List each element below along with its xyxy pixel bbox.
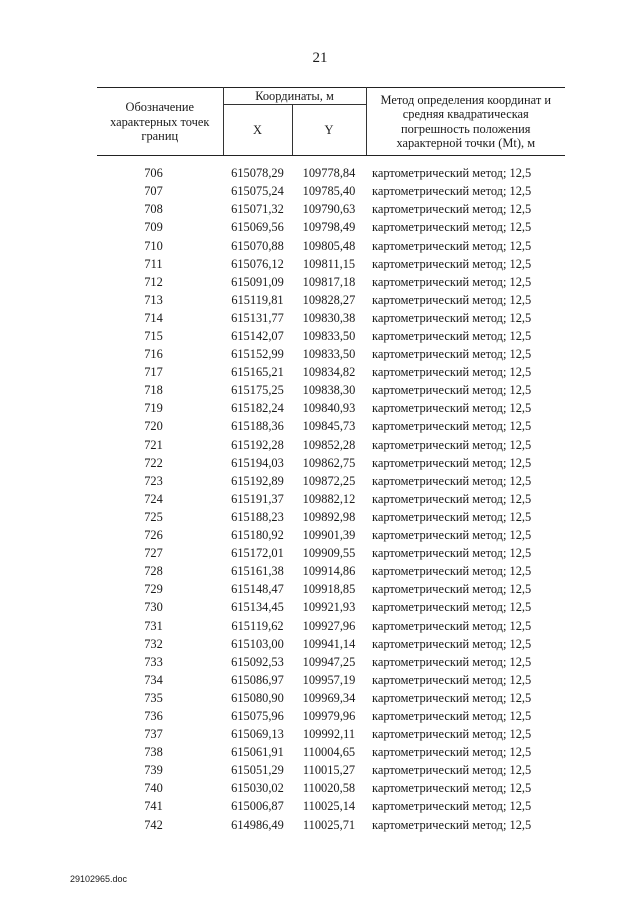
table-row <box>97 309 565 327</box>
point-name-cell: 717 <box>144 365 163 380</box>
point-name-cell: 706 <box>144 166 163 181</box>
table-row <box>97 454 565 472</box>
table-row <box>97 779 565 797</box>
table-row <box>97 200 565 218</box>
x-coordinate-cell: 615142,07 <box>231 329 284 344</box>
table-row <box>97 635 565 653</box>
method-cell: картометрический метод; 12,5 <box>372 383 532 398</box>
point-name-cell: 716 <box>144 347 163 362</box>
y-coordinate-cell: 109840,93 <box>302 401 356 416</box>
point-name-cell: 712 <box>144 274 163 289</box>
y-coordinate-cell: 109901,39 <box>302 528 356 543</box>
y-coordinate-cell: 109833,50 <box>302 347 356 362</box>
y-coordinate-cell: 109834,82 <box>302 365 356 380</box>
table-row <box>97 237 565 255</box>
table-row <box>97 653 565 671</box>
method-cell: картометрический метод; 12,5 <box>372 419 532 434</box>
point-name-cell: 722 <box>144 455 163 470</box>
method-cell: картометрический метод; 12,5 <box>372 202 532 217</box>
table-row <box>97 725 565 743</box>
table-row <box>97 327 565 345</box>
method-cell: картометрический метод; 12,5 <box>372 690 532 705</box>
x-coordinate-cell: 615131,77 <box>231 310 284 325</box>
method-cell: картометрический метод; 12,5 <box>372 166 532 181</box>
method-cell: картометрический метод; 12,5 <box>372 654 532 669</box>
point-name-cell: 735 <box>144 690 163 705</box>
y-coordinate-cell: 109892,98 <box>302 509 356 524</box>
y-coordinate-cell: 109862,75 <box>302 455 356 470</box>
y-coordinate-cell: 110020,58 <box>302 781 356 796</box>
method-cell: картометрический метод; 12,5 <box>372 745 532 760</box>
table-row <box>97 255 565 273</box>
x-coordinate-cell: 615180,92 <box>231 528 284 543</box>
y-coordinate-cell: 109798,49 <box>302 220 356 235</box>
method-cell: картометрический метод; 12,5 <box>372 329 532 344</box>
point-name-cell: 713 <box>144 292 163 307</box>
table-row <box>97 182 565 200</box>
y-coordinate-cell: 109817,18 <box>302 274 356 289</box>
method-cell: картометрический метод; 12,5 <box>372 437 532 452</box>
table-row <box>97 363 565 381</box>
y-coordinate-cell: 109838,30 <box>302 383 356 398</box>
point-name-cell: 715 <box>144 329 163 344</box>
x-coordinate-cell: 615070,88 <box>231 238 284 253</box>
page-number: 21 <box>312 50 328 66</box>
x-coordinate-cell: 615080,90 <box>231 690 284 705</box>
table-row <box>97 617 565 635</box>
x-coordinate-cell: 615071,32 <box>231 202 284 217</box>
table-row <box>97 671 565 689</box>
point-name-cell: 714 <box>144 310 163 325</box>
y-coordinate-cell: 109918,85 <box>302 582 356 597</box>
y-coordinate-cell: 109811,15 <box>302 256 356 271</box>
coordinates-table <box>97 87 565 834</box>
method-cell: картометрический метод; 12,5 <box>372 546 532 561</box>
method-cell: картометрический метод; 12,5 <box>372 618 532 633</box>
y-coordinate-cell: 109909,55 <box>302 546 356 561</box>
point-name-cell: 710 <box>144 238 163 253</box>
method-cell: картометрический метод; 12,5 <box>372 292 532 307</box>
x-coordinate-cell: 615076,12 <box>231 256 284 271</box>
method-cell: картометрический метод; 12,5 <box>372 401 532 416</box>
y-coordinate-cell: 109790,63 <box>302 202 356 217</box>
x-coordinate-cell: 615172,01 <box>231 546 284 561</box>
method-cell: картометрический метод; 12,5 <box>372 473 532 488</box>
method-cell: картометрический метод; 12,5 <box>372 220 532 235</box>
x-coordinate-cell: 615092,53 <box>231 654 284 669</box>
y-coordinate-cell: 109927,96 <box>302 618 356 633</box>
header-method: Метод определения координат и средняя квадратическая погрешность положения характерной точки (Mt), м <box>366 88 565 156</box>
point-name-cell: 732 <box>144 636 163 651</box>
point-name-cell: 736 <box>144 708 163 723</box>
y-coordinate-cell: 109828,27 <box>302 292 356 307</box>
y-coordinate-cell: 109785,40 <box>302 184 356 199</box>
point-name-cell: 741 <box>144 799 163 814</box>
point-name-cell: 742 <box>144 817 163 832</box>
method-cell: картометрический метод; 12,5 <box>372 564 532 579</box>
method-cell: картометрический метод; 12,5 <box>372 799 532 814</box>
y-coordinate-cell: 110015,27 <box>302 763 356 778</box>
method-cell: картометрический метод; 12,5 <box>372 491 532 506</box>
x-coordinate-cell: 615078,29 <box>231 166 284 181</box>
point-name-cell: 724 <box>144 491 163 506</box>
x-coordinate-cell: 615061,91 <box>231 745 284 760</box>
method-cell: картометрический метод; 12,5 <box>372 347 532 362</box>
table-row <box>97 273 565 291</box>
x-coordinate-cell: 615134,45 <box>231 600 284 615</box>
table-row <box>97 580 565 598</box>
x-coordinate-cell: 615119,62 <box>231 618 284 633</box>
y-coordinate-cell: 109914,86 <box>302 564 356 579</box>
method-cell: картометрический метод; 12,5 <box>372 817 532 832</box>
header-point-name: Обозначение характерных точек границ <box>97 88 223 156</box>
y-coordinate-cell: 109805,48 <box>302 238 356 253</box>
y-coordinate-cell: 109957,19 <box>302 672 356 687</box>
y-coordinate-cell: 109830,38 <box>302 310 356 325</box>
method-cell: картометрический метод; 12,5 <box>372 365 532 380</box>
table-row <box>97 689 565 707</box>
y-coordinate-cell: 109852,28 <box>302 437 356 452</box>
footer-filename: 29102965.doc <box>70 874 128 884</box>
method-cell: картометрический метод; 12,5 <box>372 455 532 470</box>
table-row <box>97 599 565 617</box>
method-cell: картометрический метод; 12,5 <box>372 274 532 289</box>
x-coordinate-cell: 615069,56 <box>231 220 284 235</box>
point-name-cell: 721 <box>144 437 163 452</box>
point-name-cell: 738 <box>144 745 163 760</box>
point-name-cell: 737 <box>144 727 163 742</box>
table-header <box>97 88 565 156</box>
table-row <box>97 399 565 417</box>
table-row <box>97 761 565 779</box>
x-coordinate-cell: 615069,13 <box>231 727 284 742</box>
y-coordinate-cell: 109992,11 <box>302 727 356 742</box>
x-coordinate-cell: 615182,24 <box>231 401 284 416</box>
x-coordinate-cell: 615175,25 <box>231 383 284 398</box>
x-coordinate-cell: 615192,89 <box>231 473 284 488</box>
x-coordinate-cell: 615119,81 <box>231 292 284 307</box>
x-coordinate-cell: 615051,29 <box>231 763 284 778</box>
point-name-cell: 708 <box>144 202 163 217</box>
x-coordinate-cell: 615188,23 <box>231 509 284 524</box>
y-coordinate-cell: 109921,93 <box>302 600 356 615</box>
x-coordinate-cell: 615165,21 <box>231 365 284 380</box>
point-name-cell: 711 <box>144 256 163 271</box>
table-row <box>97 472 565 490</box>
x-coordinate-cell: 615188,36 <box>231 419 284 434</box>
method-cell: картометрический метод; 12,5 <box>372 708 532 723</box>
table-row <box>97 544 565 562</box>
x-coordinate-cell: 615075,24 <box>231 184 284 199</box>
point-name-cell: 730 <box>144 600 163 615</box>
x-coordinate-cell: 615030,02 <box>231 781 284 796</box>
point-name-cell: 733 <box>144 654 163 669</box>
table-row <box>97 436 565 454</box>
point-name-cell: 740 <box>144 781 163 796</box>
table-row <box>97 291 565 309</box>
table-row <box>97 418 565 436</box>
point-name-cell: 709 <box>144 220 163 235</box>
point-name-cell: 734 <box>144 672 163 687</box>
table-row <box>97 562 565 580</box>
x-coordinate-cell: 615191,37 <box>231 491 284 506</box>
method-cell: картометрический метод; 12,5 <box>372 672 532 687</box>
y-coordinate-cell: 109845,73 <box>302 419 356 434</box>
header-coordinates: Координаты, м <box>223 88 366 105</box>
method-cell: картометрический метод; 12,5 <box>372 310 532 325</box>
y-coordinate-cell: 110025,14 <box>302 799 356 814</box>
table-row <box>97 526 565 544</box>
x-coordinate-cell: 615103,00 <box>231 636 284 651</box>
table-row <box>97 508 565 526</box>
point-name-cell: 719 <box>144 401 163 416</box>
table-row <box>97 707 565 725</box>
x-coordinate-cell: 614986,49 <box>231 817 284 832</box>
table-row <box>97 490 565 508</box>
table-row <box>97 816 565 834</box>
y-coordinate-cell: 110004,65 <box>302 745 356 760</box>
point-name-cell: 726 <box>144 528 163 543</box>
x-coordinate-cell: 615152,99 <box>231 347 284 362</box>
y-coordinate-cell: 109969,34 <box>302 690 356 705</box>
x-coordinate-cell: 615086,97 <box>231 672 284 687</box>
x-coordinate-cell: 615075,96 <box>231 708 284 723</box>
header-y: Y <box>292 105 366 156</box>
method-cell: картометрический метод; 12,5 <box>372 600 532 615</box>
y-coordinate-cell: 109833,50 <box>302 329 356 344</box>
method-cell: картометрический метод; 12,5 <box>372 184 532 199</box>
header-x: X <box>223 105 292 156</box>
method-cell: картометрический метод; 12,5 <box>372 636 532 651</box>
method-cell: картометрический метод; 12,5 <box>372 256 532 271</box>
x-coordinate-cell: 615091,09 <box>231 274 284 289</box>
point-name-cell: 723 <box>144 473 163 488</box>
x-coordinate-cell: 615161,38 <box>231 564 284 579</box>
method-cell: картометрический метод; 12,5 <box>372 528 532 543</box>
x-coordinate-cell: 615192,28 <box>231 437 284 452</box>
table-row <box>97 798 565 816</box>
method-cell: картометрический метод; 12,5 <box>372 509 532 524</box>
point-name-cell: 729 <box>144 582 163 597</box>
point-name-cell: 731 <box>144 618 163 633</box>
point-name-cell: 707 <box>144 184 163 199</box>
y-coordinate-cell: 109947,25 <box>302 654 356 669</box>
y-coordinate-cell: 109778,84 <box>302 166 356 181</box>
y-coordinate-cell: 109882,12 <box>302 491 356 506</box>
point-name-cell: 718 <box>144 383 163 398</box>
table-row <box>97 219 565 237</box>
x-coordinate-cell: 615148,47 <box>231 582 284 597</box>
x-coordinate-cell: 615006,87 <box>231 799 284 814</box>
method-cell: картометрический метод; 12,5 <box>372 582 532 597</box>
y-coordinate-cell: 109872,25 <box>302 473 356 488</box>
table-row <box>97 345 565 363</box>
x-coordinate-cell: 615194,03 <box>231 455 284 470</box>
method-cell: картометрический метод; 12,5 <box>372 763 532 778</box>
y-coordinate-cell: 109979,96 <box>302 708 356 723</box>
table-row <box>97 743 565 761</box>
point-name-cell: 728 <box>144 564 163 579</box>
table-row <box>97 164 565 182</box>
y-coordinate-cell: 109941,14 <box>302 636 356 651</box>
point-name-cell: 727 <box>144 546 163 561</box>
table-body <box>97 156 565 834</box>
table-row <box>97 381 565 399</box>
point-name-cell: 725 <box>144 509 163 524</box>
y-coordinate-cell: 110025,71 <box>302 817 356 832</box>
point-name-cell: 739 <box>144 763 163 778</box>
point-name-cell: 720 <box>144 419 163 434</box>
method-cell: картометрический метод; 12,5 <box>372 238 532 253</box>
method-cell: картометрический метод; 12,5 <box>372 727 532 742</box>
method-cell: картометрический метод; 12,5 <box>372 781 532 796</box>
